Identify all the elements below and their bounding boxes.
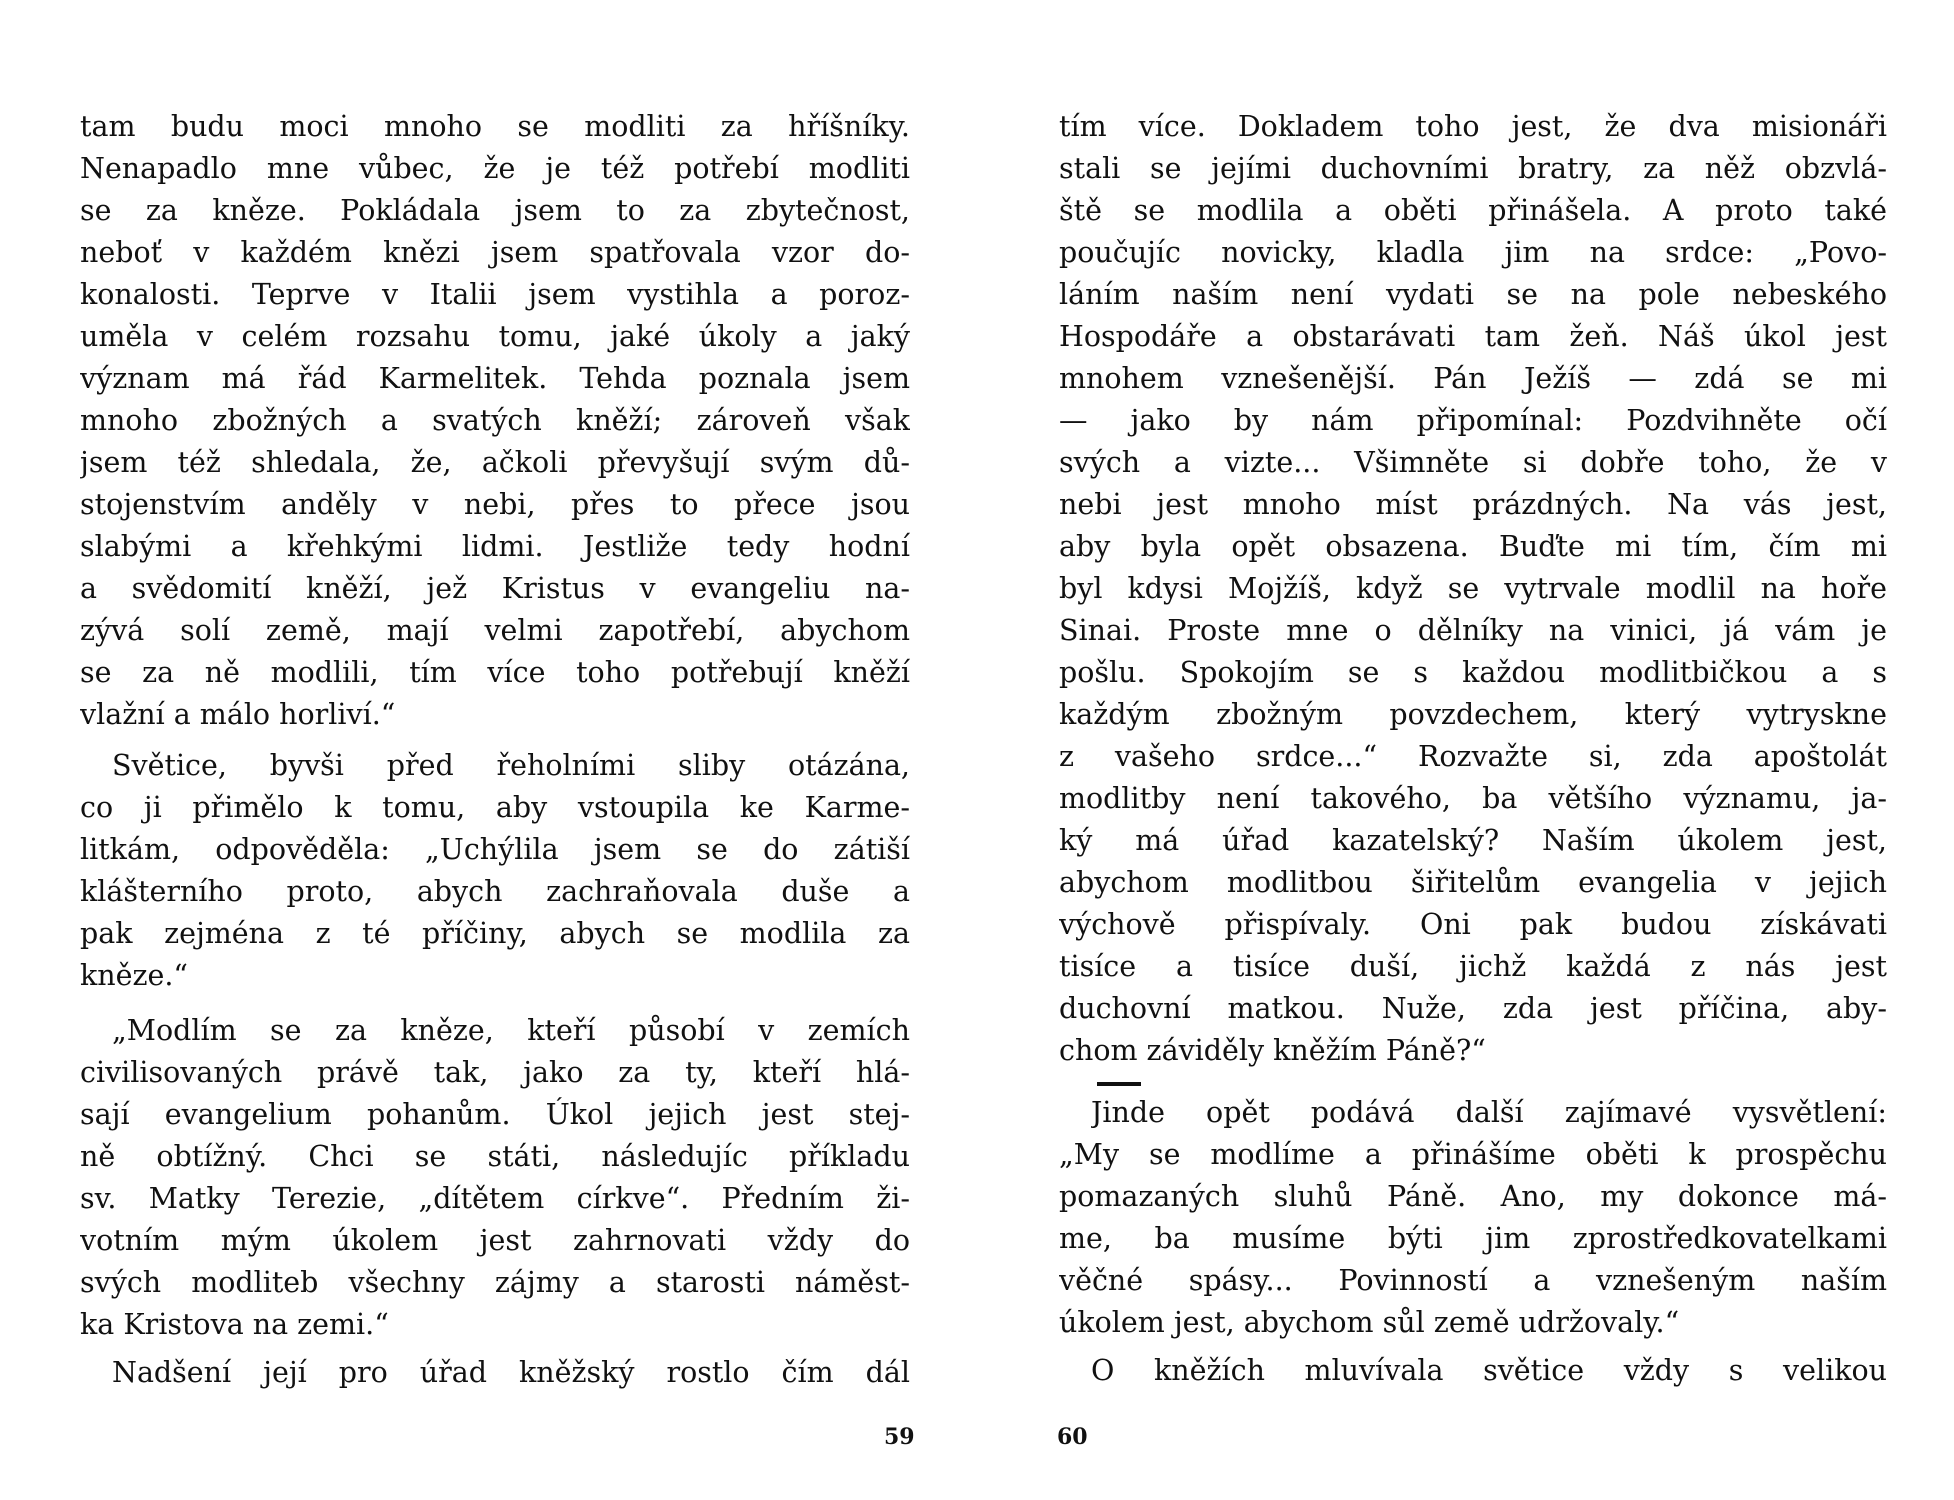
text-line: O kněžích mluvívala světice vždy s velikou: [1091, 1354, 1887, 1387]
text-line: byl kdysi Mojžíš, když se vytrvale modlil na hoře: [1059, 572, 1887, 605]
page-number: 59: [884, 1424, 915, 1450]
text-line: civilisovaných právě tak, jako za ty, kteří hlá-: [80, 1056, 910, 1089]
text-line: tam budu moci mnoho se modliti za hříšníky.: [80, 110, 910, 143]
text-line: Sinai. Proste mne o dělníky na vinici, já vám je: [1059, 614, 1887, 647]
text-line: tím více. Dokladem toho jest, že dva misionáři: [1059, 110, 1887, 143]
text-line: slabými a křehkými lidmi. Jestliže tedy hodní: [80, 530, 910, 563]
text-line: — jako by nám připomínal: Pozdvihněte očí: [1059, 404, 1887, 437]
text-line: jsem též shledala, že, ačkoli převyšují svým dů-: [80, 446, 910, 479]
text-line: se za ně modlili, tím více toho potřebují kněží: [80, 656, 910, 689]
text-line: klášterního proto, abych zachraňovala duše a: [80, 875, 910, 908]
ink-mark: [1097, 1082, 1141, 1086]
text-line: ště se modlila a oběti přinášela. A proto také: [1059, 194, 1887, 227]
text-line: litkám, odpověděla: „Uchýlila jsem se do zátiší: [80, 833, 910, 866]
text-line: svých modliteb všechny zájmy a starosti náměst-: [80, 1266, 910, 1299]
text-line: a svědomití kněží, jež Kristus v evangeliu na-: [80, 572, 910, 605]
text-line: každým zbožným povzdechem, který vytryskne: [1059, 698, 1887, 731]
text-line: se za kněze. Pokládala jsem to za zbytečnost,: [80, 194, 910, 227]
text-line: aby byla opět obsazena. Buďte mi tím, čím mi: [1059, 530, 1887, 563]
text-line: stali se jejími duchovními bratry, za něž obzvlá-: [1059, 152, 1887, 185]
text-line: chom záviděly kněžím Páně?“: [1059, 1034, 1486, 1067]
text-line: ka Kristova na zemi.“: [80, 1308, 389, 1341]
text-line: poučujíc novicky, kladla jim na srdce: „Povo-: [1059, 236, 1887, 269]
text-line: úkolem jest, abychom sůl země udržovaly.“: [1059, 1306, 1680, 1339]
text-line: votním mým úkolem jest zahrnovati vždy do: [80, 1224, 910, 1257]
text-line: láním naším není vydati se na pole nebeského: [1059, 278, 1887, 311]
text-line: pomazaných sluhů Páně. Ano, my dokonce má-: [1059, 1180, 1887, 1213]
text-line: tisíce a tisíce duší, jichž každá z nás jest: [1059, 950, 1887, 983]
text-line: Nenapadlo mne vůbec, že je též potřebí modliti: [80, 152, 910, 185]
text-line: výchově přispívaly. Oni pak budou získávati: [1059, 908, 1887, 941]
text-line: konalosti. Teprve v Italii jsem vystihla a poroz-: [80, 278, 910, 311]
text-line: kněze.“: [80, 959, 189, 992]
text-line: ně obtížný. Chci se státi, následujíc příkladu: [80, 1140, 910, 1173]
text-line: me, ba musíme býti jim zprostředkovatelkami: [1059, 1222, 1887, 1255]
text-line: nebi jest mnoho míst prázdných. Na vás jest,: [1059, 488, 1887, 521]
text-line: abychom modlitbou šiřitelům evangelia v jejich: [1059, 866, 1887, 899]
text-line: pak zejména z té příčiny, abych se modlila za: [80, 917, 910, 950]
right-page: [977, 0, 1954, 1500]
text-line: pošlu. Spokojím se s každou modlitbičkou a s: [1059, 656, 1887, 689]
text-line: modlitby není takového, ba většího významu, ja-: [1059, 782, 1887, 815]
text-line: stojenstvím anděly v nebi, přes to přece jsou: [80, 488, 910, 521]
text-line: význam má řád Karmelitek. Tehda poznala jsem: [80, 362, 910, 395]
text-line: Jinde opět podává další zajímavé vysvětlení:: [1091, 1096, 1887, 1129]
text-line: duchovní matkou. Nuže, zda jest příčina, aby-: [1059, 992, 1887, 1025]
text-line: Hospodáře a obstarávati tam žeň. Náš úkol jest: [1059, 320, 1887, 353]
text-line: zývá solí země, mají velmi zapotřebí, abychom: [80, 614, 910, 647]
text-line: svých a vizte... Všimněte si dobře toho, že v: [1059, 446, 1887, 479]
text-line: „Modlím se za kněze, kteří působí v zemích: [112, 1014, 910, 1047]
text-line: Nadšení její pro úřad kněžský rostlo čím dál: [112, 1356, 910, 1389]
text-line: sv. Matky Terezie, „dítětem církve“. Předním ži-: [80, 1182, 910, 1215]
text-line: „My se modlíme a přinášíme oběti k prospěchu: [1059, 1138, 1887, 1171]
text-line: neboť v každém knězi jsem spatřovala vzor do-: [80, 236, 910, 269]
text-line: mnoho zbožných a svatých kněží; zároveň však: [80, 404, 910, 437]
text-line: ký má úřad kazatelský? Naším úkolem jest,: [1059, 824, 1887, 857]
text-line: Světice, byvši před řeholními sliby otázána,: [112, 749, 910, 782]
text-line: mnohem vznešenější. Pán Ježíš — zdá se mi: [1059, 362, 1887, 395]
text-line: sají evangelium pohanům. Úkol jejich jest stej-: [80, 1098, 910, 1131]
text-line: vlažní a málo horliví.“: [80, 698, 396, 731]
text-line: věčné spásy... Povinností a vznešeným naším: [1059, 1264, 1887, 1297]
page-number: 60: [1057, 1424, 1088, 1450]
text-line: co ji přimělo k tomu, aby vstoupila ke Karme-: [80, 791, 910, 824]
text-line: uměla v celém rozsahu tomu, jaké úkoly a jaký: [80, 320, 910, 353]
text-line: z vašeho srdce...“ Rozvažte si, zda apoštolát: [1059, 740, 1887, 773]
